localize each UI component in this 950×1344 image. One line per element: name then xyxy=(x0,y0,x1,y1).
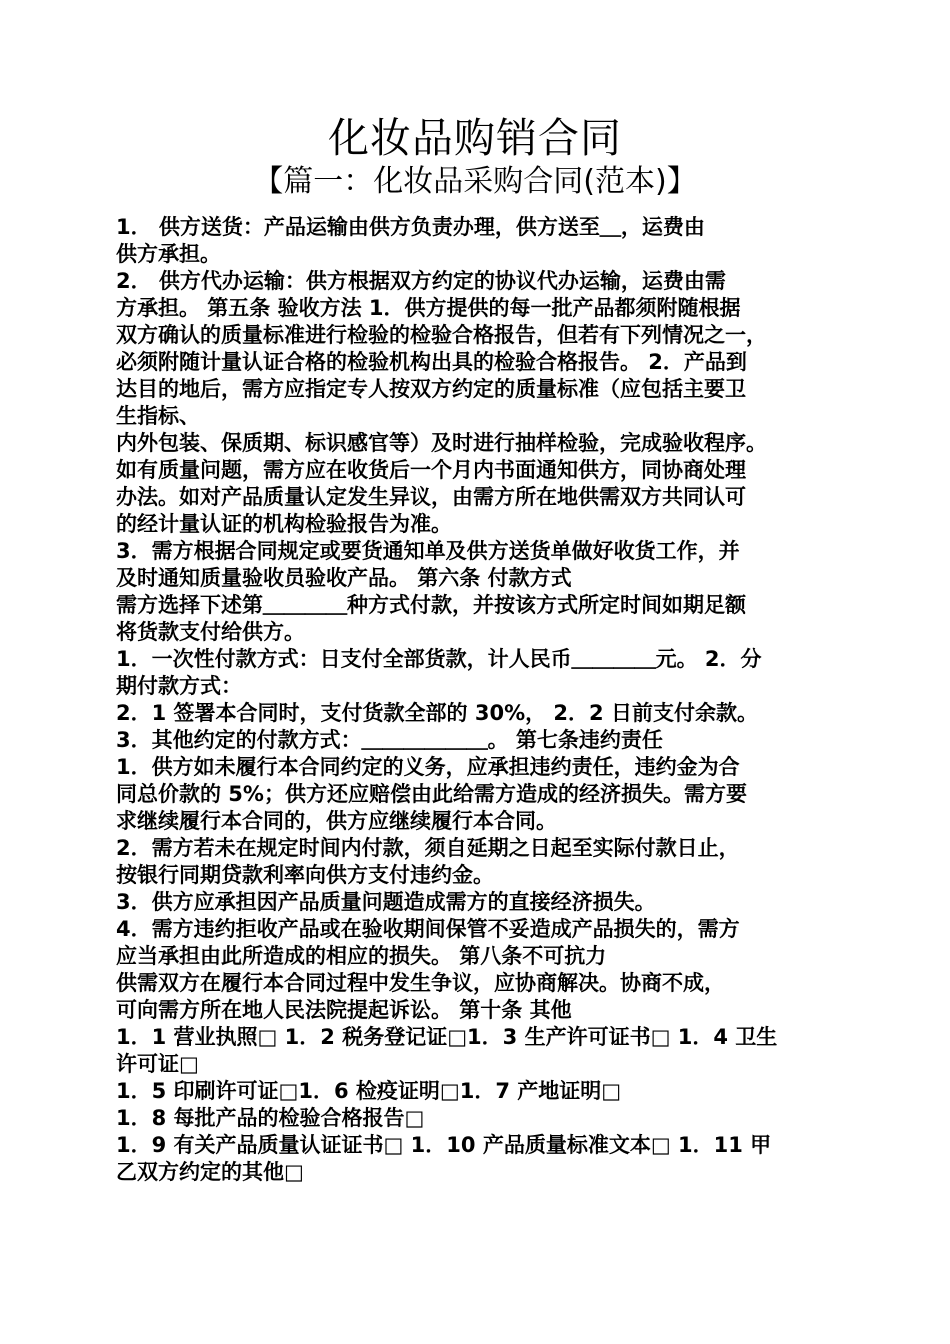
body-line: 求继续履行本合同的，供方应继续履行本合同。 xyxy=(116,809,557,833)
body-line: 1．1 营业执照□ 1．2 税务登记证□1．3 生产许可证书□ 1．4 卫生 xyxy=(116,1025,778,1049)
document-subtitle: 【篇一：化妆品采购合同(范本)】 xyxy=(253,164,697,199)
document-title: 化妆品购销合同 xyxy=(328,114,622,162)
body-line: 1．9 有关产品质量认证证书□ 1．10 产品质量标准文本□ 1．11 甲 xyxy=(116,1133,772,1157)
body-line: 如有质量问题，需方应在收货后一个月内书面通知供方，同协商处理 xyxy=(116,458,746,482)
body-line: 1．5 印刷许可证□1．6 检疫证明□1．7 产地证明□ xyxy=(116,1079,622,1103)
body-line: 1．一次性付款方式：日支付全部货款，计人民币＿＿＿＿元。 2．分 xyxy=(116,647,762,671)
body-line: 4．需方违约拒收产品或在验收期间保管不妥造成产品损失的，需方 xyxy=(116,917,740,941)
body-line: 供需双方在履行本合同过程中发生争议，应协商解决。协商不成， xyxy=(116,971,725,995)
body-line: 双方确认的质量标准进行检验的检验合格报告，但若有下列情况之一， xyxy=(116,323,767,347)
body-line: 内外包装、保质期、标识感官等）及时进行抽样检验，完成验收程序。 xyxy=(116,431,767,455)
body-line: 达目的地后，需方应指定专人按双方约定的质量标准（应包括主要卫 xyxy=(116,377,746,401)
body-line: 办法。如对产品质量认定发生异议，由需方所在地供需双方共同认可 xyxy=(116,485,746,509)
body-line: 1． 供方送货：产品运输由供方负责办理，供方送至＿，运费由 xyxy=(116,215,705,239)
body-line: 按银行同期贷款利率向供方支付违约金。 xyxy=(116,863,494,887)
body-line: 3．其他约定的付款方式：＿＿＿＿＿＿。 第七条违约责任 xyxy=(116,728,663,752)
body-line: 许可证□ xyxy=(116,1052,199,1076)
body-line: 方承担。 第五条 验收方法 1．供方提供的每一批产品都须附随根据 xyxy=(116,296,741,320)
body-line: 及时通知质量验收员验收产品。 第六条 付款方式 xyxy=(116,566,572,590)
body-line: 1．8 每批产品的检验合格报告□ xyxy=(116,1106,425,1130)
body-line: 同总价款的 5%；供方还应赔偿由此给需方造成的经济损失。需方要 xyxy=(116,782,747,806)
body-line: 2．1 签署本合同时，支付货款全部的 30%， 2．2 日前支付余款。 xyxy=(116,701,758,725)
body-line: 必须附随计量认证合格的检验机构出具的检验合格报告。 2．产品到 xyxy=(116,350,747,374)
body-line: 期付款方式： xyxy=(116,674,242,698)
body-line: 乙双方约定的其他□ xyxy=(116,1160,304,1184)
body-line: 1．供方如未履行本合同约定的义务，应承担违约责任，违约金为合 xyxy=(116,755,740,779)
body-line: 生指标、 xyxy=(116,404,200,428)
body-line: 将货款支付给供方。 xyxy=(116,620,305,644)
body-line: 2． 供方代办运输：供方根据双方约定的协议代办运输，运费由需 xyxy=(116,269,726,293)
body-line: 的经计量认证的机构检验报告为准。 xyxy=(116,512,452,536)
document-body xyxy=(116,214,846,1186)
body-line: 可向需方所在地人民法院提起诉讼。 第十条 其他 xyxy=(116,998,572,1022)
body-line: 应当承担由此所造成的相应的损失。 第八条不可抗力 xyxy=(116,944,607,968)
body-line: 3．供方应承担因产品质量问题造成需方的直接经济损失。 xyxy=(116,890,656,914)
body-line: 需方选择下述第＿＿＿＿种方式付款，并按该方式所定时间如期足额 xyxy=(116,593,746,617)
body-line: 供方承担。 xyxy=(116,242,221,266)
body-line: 2．需方若未在规定时间内付款，须自延期之日起至实际付款日止， xyxy=(116,836,740,860)
body-line: 3．需方根据合同规定或要货通知单及供方送货单做好收货工作，并 xyxy=(116,539,740,563)
